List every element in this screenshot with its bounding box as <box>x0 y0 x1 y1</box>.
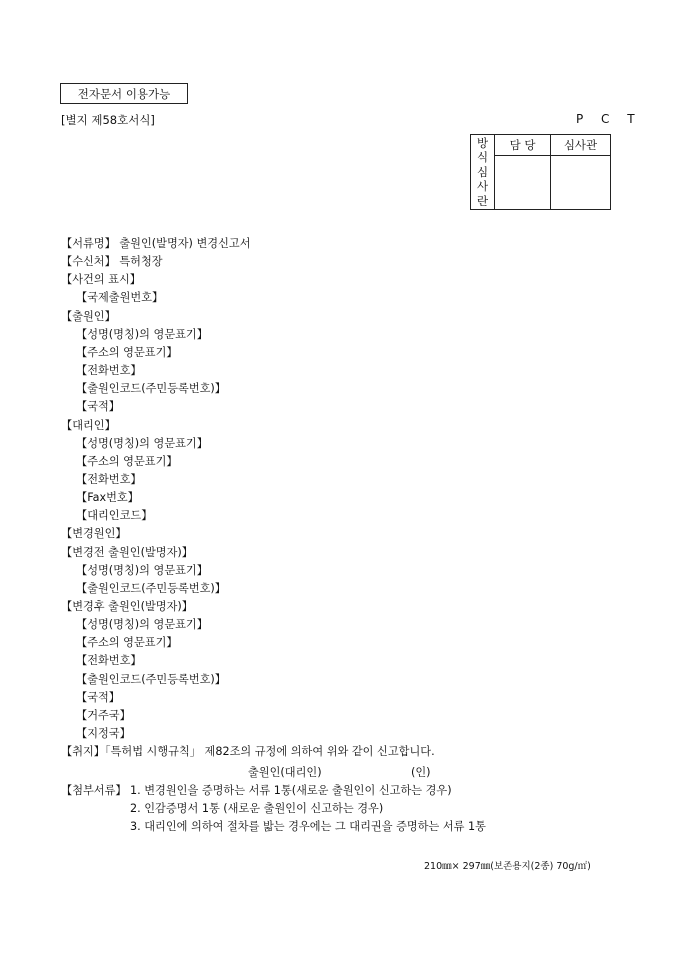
pct-label: P C T <box>576 112 642 126</box>
attachments-label: 【첨부서류】 <box>61 784 127 797</box>
form-field: 【취지】「특허법 시행규칙」 제82조의 규정에 의하여 위와 같이 신고합니다. <box>61 745 435 759</box>
form-subfield: 【전화번호】 <box>76 364 142 378</box>
form-subfield: 【주소의 영문표기】 <box>76 454 178 468</box>
form-subfield: 【성명(명칭)의 영문표기】 <box>76 563 208 577</box>
form-field: 【서류명】 출원인(발명자) 변경신고서 <box>61 237 251 250</box>
attachment-item: 2. 인감증명서 1통 (새로운 출원인이 신고하는 경우) <box>130 802 384 815</box>
paper-size-note: 210㎜× 297㎜(보존용지(2종) 70g/㎡) <box>424 861 591 872</box>
form-subfield: 【출원인코드(주민등록번호)】 <box>76 672 226 686</box>
form-subfield: 【전화번호】 <box>76 654 142 668</box>
signature-label: 출원인(대리인) <box>248 766 322 779</box>
form-subfield: 【국적】 <box>76 690 120 704</box>
form-subfield: 【전화번호】 <box>76 472 142 486</box>
form-field: 【변경전 출원인(발명자)】 <box>61 545 193 559</box>
electronic-document-badge: 전자문서 이용가능 <box>60 83 188 104</box>
form-field: 【대리인】 <box>61 418 116 432</box>
form-subfield: 【거주국】 <box>76 708 131 722</box>
review-box-side-label <box>471 135 495 210</box>
review-cell-staff <box>495 156 551 210</box>
side-label-char: 방 <box>476 135 489 150</box>
form-subfield: 【출원인코드(주민등록번호)】 <box>76 382 226 396</box>
form-subfield: 【성명(명칭)의 영문표기】 <box>76 327 208 341</box>
form-subfield: 【주소의 영문표기】 <box>76 636 178 650</box>
side-label-char: 사 <box>476 179 489 194</box>
form-subfield: 【성명(명칭)의 영문표기】 <box>76 618 208 632</box>
side-label-char: 란 <box>476 193 489 208</box>
attachment-item: 1. 변경원인을 증명하는 서류 1통(새로운 출원인이 신고하는 경우) <box>130 784 452 797</box>
form-field: 【출원인】 <box>61 309 116 323</box>
form-subfield: 【국적】 <box>76 400 120 414</box>
seal-mark: (인) <box>411 766 431 779</box>
form-field: 【사건의 표시】 <box>61 273 141 287</box>
form-field: 【변경후 출원인(발명자)】 <box>61 600 193 613</box>
form-field: 【수신처】 특허청장 <box>61 255 163 269</box>
form-subfield: 【출원인코드(주민등록번호)】 <box>76 581 226 595</box>
form-field: 【변경원인】 <box>61 527 127 541</box>
form-subfield: 【Fax번호】 <box>76 491 139 505</box>
form-subfield: 【성명(명칭)의 영문표기】 <box>76 436 208 450</box>
side-label-char: 식 <box>476 150 489 165</box>
form-subfield: 【주소의 영문표기】 <box>76 345 178 359</box>
review-col-staff: 담 당 <box>495 135 551 156</box>
side-label-char: 심 <box>476 164 489 179</box>
review-box <box>470 134 611 210</box>
review-cell-examiner <box>551 156 611 210</box>
review-col-examiner: 심사관 <box>551 135 611 156</box>
form-subfield: 【지정국】 <box>76 727 131 741</box>
attachment-item: 3. 대리인에 의하여 절차를 밟는 경우에는 그 대리권을 증명하는 서류 1통 <box>130 820 486 833</box>
form-subfield: 【대리인코드】 <box>76 509 153 523</box>
form-subfield: 【국제출원번호】 <box>76 291 164 305</box>
form-number: [별지 제58호서식] <box>61 113 155 127</box>
